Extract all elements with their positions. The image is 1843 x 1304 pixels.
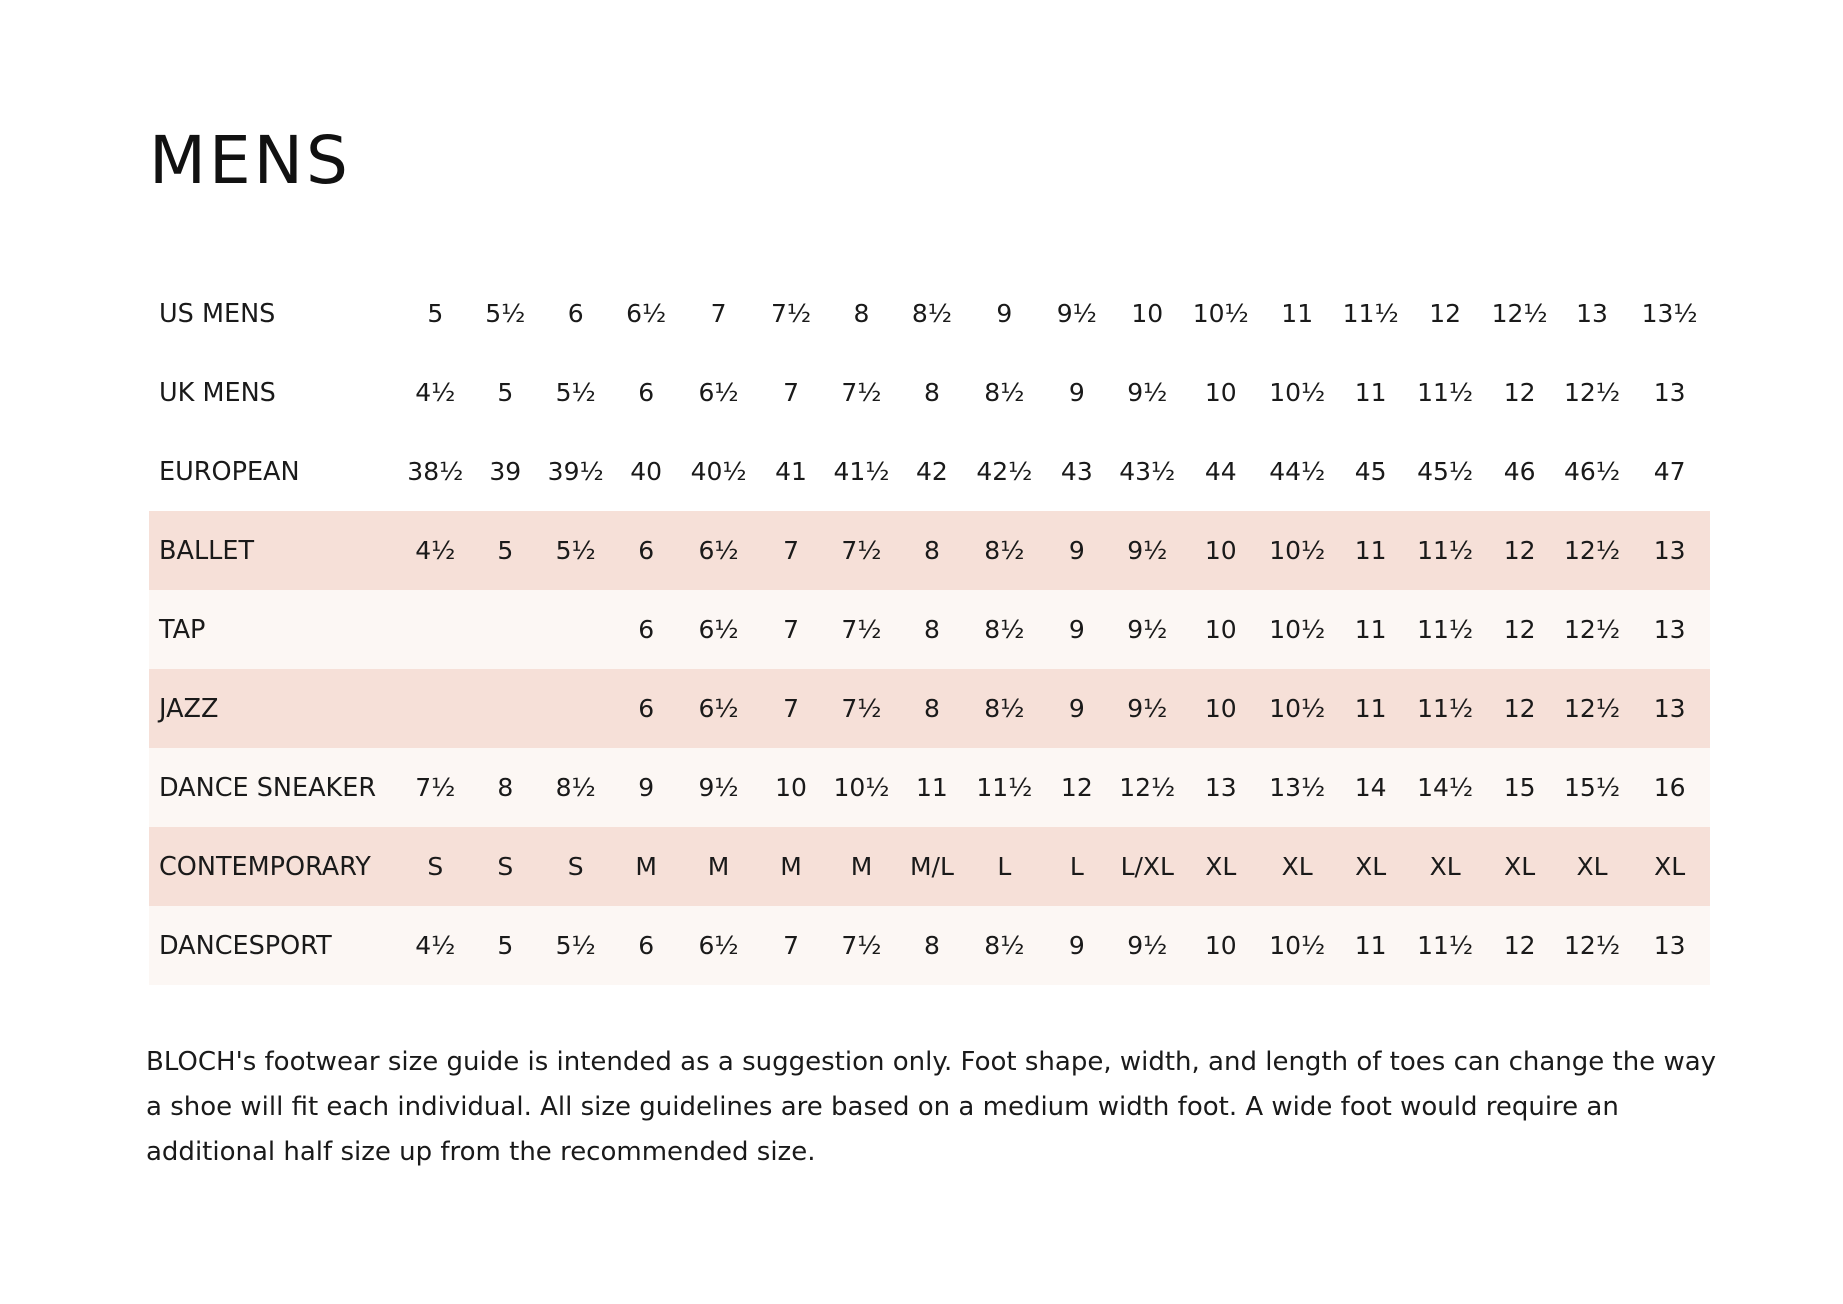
size-cell: 12 xyxy=(1484,511,1554,590)
size-cell: 10½ xyxy=(1259,353,1335,432)
size-row xyxy=(149,590,1710,669)
size-cell: 10 xyxy=(1182,669,1258,748)
size-cell: 8 xyxy=(897,906,967,985)
size-row xyxy=(149,748,1710,827)
size-cell: 8½ xyxy=(967,906,1041,985)
size-cell: 43½ xyxy=(1112,432,1182,511)
size-chart-body xyxy=(149,274,1710,985)
size-row xyxy=(149,669,1710,748)
size-cell: 6 xyxy=(611,590,681,669)
size-cell: 7½ xyxy=(826,590,896,669)
size-cell: 7 xyxy=(756,590,826,669)
size-cell: 40½ xyxy=(681,432,755,511)
size-cell: 12½ xyxy=(1555,590,1629,669)
size-cell: 41 xyxy=(756,432,826,511)
size-cell: 9 xyxy=(1042,669,1112,748)
size-cell: 7½ xyxy=(826,906,896,985)
size-cell: 5½ xyxy=(540,511,610,590)
size-row xyxy=(149,432,1710,511)
size-cell: 10½ xyxy=(1182,274,1258,353)
size-cell: XL xyxy=(1555,827,1629,906)
size-cell: M xyxy=(681,827,755,906)
size-cell: 7 xyxy=(756,906,826,985)
size-cell: 8 xyxy=(897,669,967,748)
row-label: US MENS xyxy=(149,274,401,353)
size-cell xyxy=(540,669,610,748)
size-cell: 14½ xyxy=(1406,748,1485,827)
size-cell: M xyxy=(611,827,681,906)
size-cell: XL xyxy=(1182,827,1258,906)
size-cell: 8 xyxy=(897,511,967,590)
size-cell: 13 xyxy=(1629,511,1710,590)
size-cell: 11 xyxy=(1335,906,1405,985)
size-cell: 6 xyxy=(540,274,610,353)
size-cell: 11½ xyxy=(1406,590,1485,669)
size-cell: 9 xyxy=(1042,590,1112,669)
size-cell: 11 xyxy=(1335,353,1405,432)
size-cell: XL xyxy=(1406,827,1485,906)
size-cell: 44 xyxy=(1182,432,1258,511)
size-cell: 12 xyxy=(1484,590,1554,669)
size-row xyxy=(149,906,1710,985)
size-cell: 6½ xyxy=(681,669,755,748)
size-cell: 7½ xyxy=(826,353,896,432)
size-cell: 5 xyxy=(401,274,470,353)
size-cell: 11 xyxy=(1335,669,1405,748)
size-cell: 7½ xyxy=(826,511,896,590)
row-label: DANCESPORT xyxy=(149,906,401,985)
size-cell: 11½ xyxy=(1406,906,1485,985)
size-cell: 8 xyxy=(897,590,967,669)
size-cell: 16 xyxy=(1629,748,1710,827)
size-cell xyxy=(470,590,540,669)
size-cell: 4½ xyxy=(401,353,470,432)
size-cell: 7½ xyxy=(826,669,896,748)
row-label: BALLET xyxy=(149,511,401,590)
size-cell: 10½ xyxy=(1259,669,1335,748)
size-cell: 44½ xyxy=(1259,432,1335,511)
size-cell: 13 xyxy=(1629,669,1710,748)
size-cell: 8½ xyxy=(967,353,1041,432)
size-cell: 45 xyxy=(1335,432,1405,511)
size-cell: 10 xyxy=(1182,353,1258,432)
size-cell: 42½ xyxy=(967,432,1041,511)
row-label: JAZZ xyxy=(149,669,401,748)
size-cell: 42 xyxy=(897,432,967,511)
size-cell: 11 xyxy=(1259,274,1335,353)
size-cell: 15½ xyxy=(1555,748,1629,827)
size-cell: 7 xyxy=(756,353,826,432)
size-cell: 47 xyxy=(1629,432,1710,511)
size-cell: 7½ xyxy=(401,748,470,827)
size-cell: 12½ xyxy=(1484,274,1554,353)
size-cell: 8 xyxy=(897,353,967,432)
size-cell: 9 xyxy=(967,274,1041,353)
size-cell: 5½ xyxy=(540,353,610,432)
size-cell: 7 xyxy=(756,669,826,748)
size-cell: 10½ xyxy=(1259,590,1335,669)
size-cell: 9 xyxy=(1042,353,1112,432)
size-cell: 45½ xyxy=(1406,432,1485,511)
size-cell: 8½ xyxy=(967,511,1041,590)
size-cell: 5 xyxy=(470,353,540,432)
size-cell: 7 xyxy=(756,511,826,590)
size-cell: 9½ xyxy=(1112,353,1182,432)
size-cell: M xyxy=(756,827,826,906)
size-cell: 11½ xyxy=(967,748,1041,827)
size-cell: M/L xyxy=(897,827,967,906)
size-cell: 10 xyxy=(1182,590,1258,669)
size-cell: 38½ xyxy=(401,432,470,511)
size-cell: 8½ xyxy=(967,590,1041,669)
row-label: EUROPEAN xyxy=(149,432,401,511)
size-cell: 9 xyxy=(611,748,681,827)
row-label: UK MENS xyxy=(149,353,401,432)
size-cell: 12 xyxy=(1042,748,1112,827)
row-label: DANCE SNEAKER xyxy=(149,748,401,827)
size-cell xyxy=(401,590,470,669)
size-guide-disclaimer: BLOCH's footwear size guide is intended as a suggestion only. Foot shape, width, and length of toes can change the way a shoe will fit each individual. All size guidelines are based on a medium width foot. A wide foot would require an additional half size up from the recommended size. xyxy=(146,1047,1717,1167)
size-cell: L/XL xyxy=(1112,827,1182,906)
size-cell: 8½ xyxy=(897,274,967,353)
size-cell: 12½ xyxy=(1555,353,1629,432)
size-cell: 12½ xyxy=(1555,906,1629,985)
size-cell: 9½ xyxy=(1112,511,1182,590)
size-cell: 4½ xyxy=(401,906,470,985)
size-cell: XL xyxy=(1484,827,1554,906)
size-cell: S xyxy=(540,827,610,906)
size-cell: 8½ xyxy=(967,669,1041,748)
size-cell: 11½ xyxy=(1406,669,1485,748)
size-cell: 13½ xyxy=(1629,274,1710,353)
size-cell: 11 xyxy=(1335,590,1405,669)
size-cell: M xyxy=(826,827,896,906)
size-cell: 8 xyxy=(826,274,896,353)
size-cell: 11 xyxy=(897,748,967,827)
size-cell: 5½ xyxy=(540,906,610,985)
size-cell: 43 xyxy=(1042,432,1112,511)
size-cell: 5 xyxy=(470,511,540,590)
size-cell: 6 xyxy=(611,906,681,985)
size-cell: 8 xyxy=(470,748,540,827)
size-cell: S xyxy=(470,827,540,906)
size-cell: 9 xyxy=(1042,906,1112,985)
size-cell: 11 xyxy=(1335,511,1405,590)
size-cell: 4½ xyxy=(401,511,470,590)
size-cell: XL xyxy=(1335,827,1405,906)
size-cell: 10 xyxy=(1112,274,1182,353)
size-cell: 11½ xyxy=(1406,511,1485,590)
size-cell: 6½ xyxy=(611,274,681,353)
size-cell: 40 xyxy=(611,432,681,511)
size-cell: 13 xyxy=(1629,590,1710,669)
size-cell: 46½ xyxy=(1555,432,1629,511)
size-cell: 10 xyxy=(1182,511,1258,590)
size-cell: 41½ xyxy=(826,432,896,511)
size-cell: 10 xyxy=(756,748,826,827)
size-row xyxy=(149,274,1710,353)
size-cell: 9½ xyxy=(1042,274,1112,353)
size-cell: 11½ xyxy=(1406,353,1485,432)
size-cell: 13 xyxy=(1182,748,1258,827)
size-cell: 7 xyxy=(681,274,755,353)
size-cell: 6 xyxy=(611,511,681,590)
size-cell xyxy=(470,669,540,748)
size-cell: 6 xyxy=(611,353,681,432)
size-cell: 12½ xyxy=(1555,511,1629,590)
size-cell: 15 xyxy=(1484,748,1554,827)
size-cell: L xyxy=(967,827,1041,906)
size-cell: 9 xyxy=(1042,511,1112,590)
size-cell: 6½ xyxy=(681,590,755,669)
size-chart-table xyxy=(149,274,1710,985)
size-row xyxy=(149,827,1710,906)
row-label: CONTEMPORARY xyxy=(149,827,401,906)
size-cell: 9½ xyxy=(1112,669,1182,748)
size-cell: 10½ xyxy=(826,748,896,827)
row-label: TAP xyxy=(149,590,401,669)
size-cell: 12 xyxy=(1484,906,1554,985)
size-cell: 13 xyxy=(1555,274,1629,353)
size-cell: 11½ xyxy=(1335,274,1405,353)
size-cell: 46 xyxy=(1484,432,1554,511)
size-cell: 5 xyxy=(470,906,540,985)
size-cell: 10½ xyxy=(1259,906,1335,985)
size-cell: 6½ xyxy=(681,511,755,590)
size-cell: 12 xyxy=(1406,274,1485,353)
size-cell: 10½ xyxy=(1259,511,1335,590)
size-cell: S xyxy=(401,827,470,906)
size-cell: 9½ xyxy=(1112,906,1182,985)
size-cell: 13½ xyxy=(1259,748,1335,827)
size-cell: 14 xyxy=(1335,748,1405,827)
size-cell: 12 xyxy=(1484,353,1554,432)
size-cell: 9½ xyxy=(1112,590,1182,669)
size-cell: L xyxy=(1042,827,1112,906)
size-row xyxy=(149,353,1710,432)
size-cell: 9½ xyxy=(681,748,755,827)
size-cell: 8½ xyxy=(540,748,610,827)
size-cell xyxy=(540,590,610,669)
size-cell: 13 xyxy=(1629,906,1710,985)
size-cell xyxy=(401,669,470,748)
size-cell: 12½ xyxy=(1112,748,1182,827)
page-title: MENS xyxy=(149,122,351,199)
size-cell: 13 xyxy=(1629,353,1710,432)
size-cell: XL xyxy=(1259,827,1335,906)
size-cell: 5½ xyxy=(470,274,540,353)
size-cell: 39½ xyxy=(540,432,610,511)
size-cell: 39 xyxy=(470,432,540,511)
size-cell: 6½ xyxy=(681,353,755,432)
size-cell: 6½ xyxy=(681,906,755,985)
size-cell: 10 xyxy=(1182,906,1258,985)
size-cell: 12 xyxy=(1484,669,1554,748)
size-cell: 7½ xyxy=(756,274,826,353)
size-cell: XL xyxy=(1629,827,1710,906)
size-cell: 12½ xyxy=(1555,669,1629,748)
size-cell: 6 xyxy=(611,669,681,748)
size-row xyxy=(149,511,1710,590)
